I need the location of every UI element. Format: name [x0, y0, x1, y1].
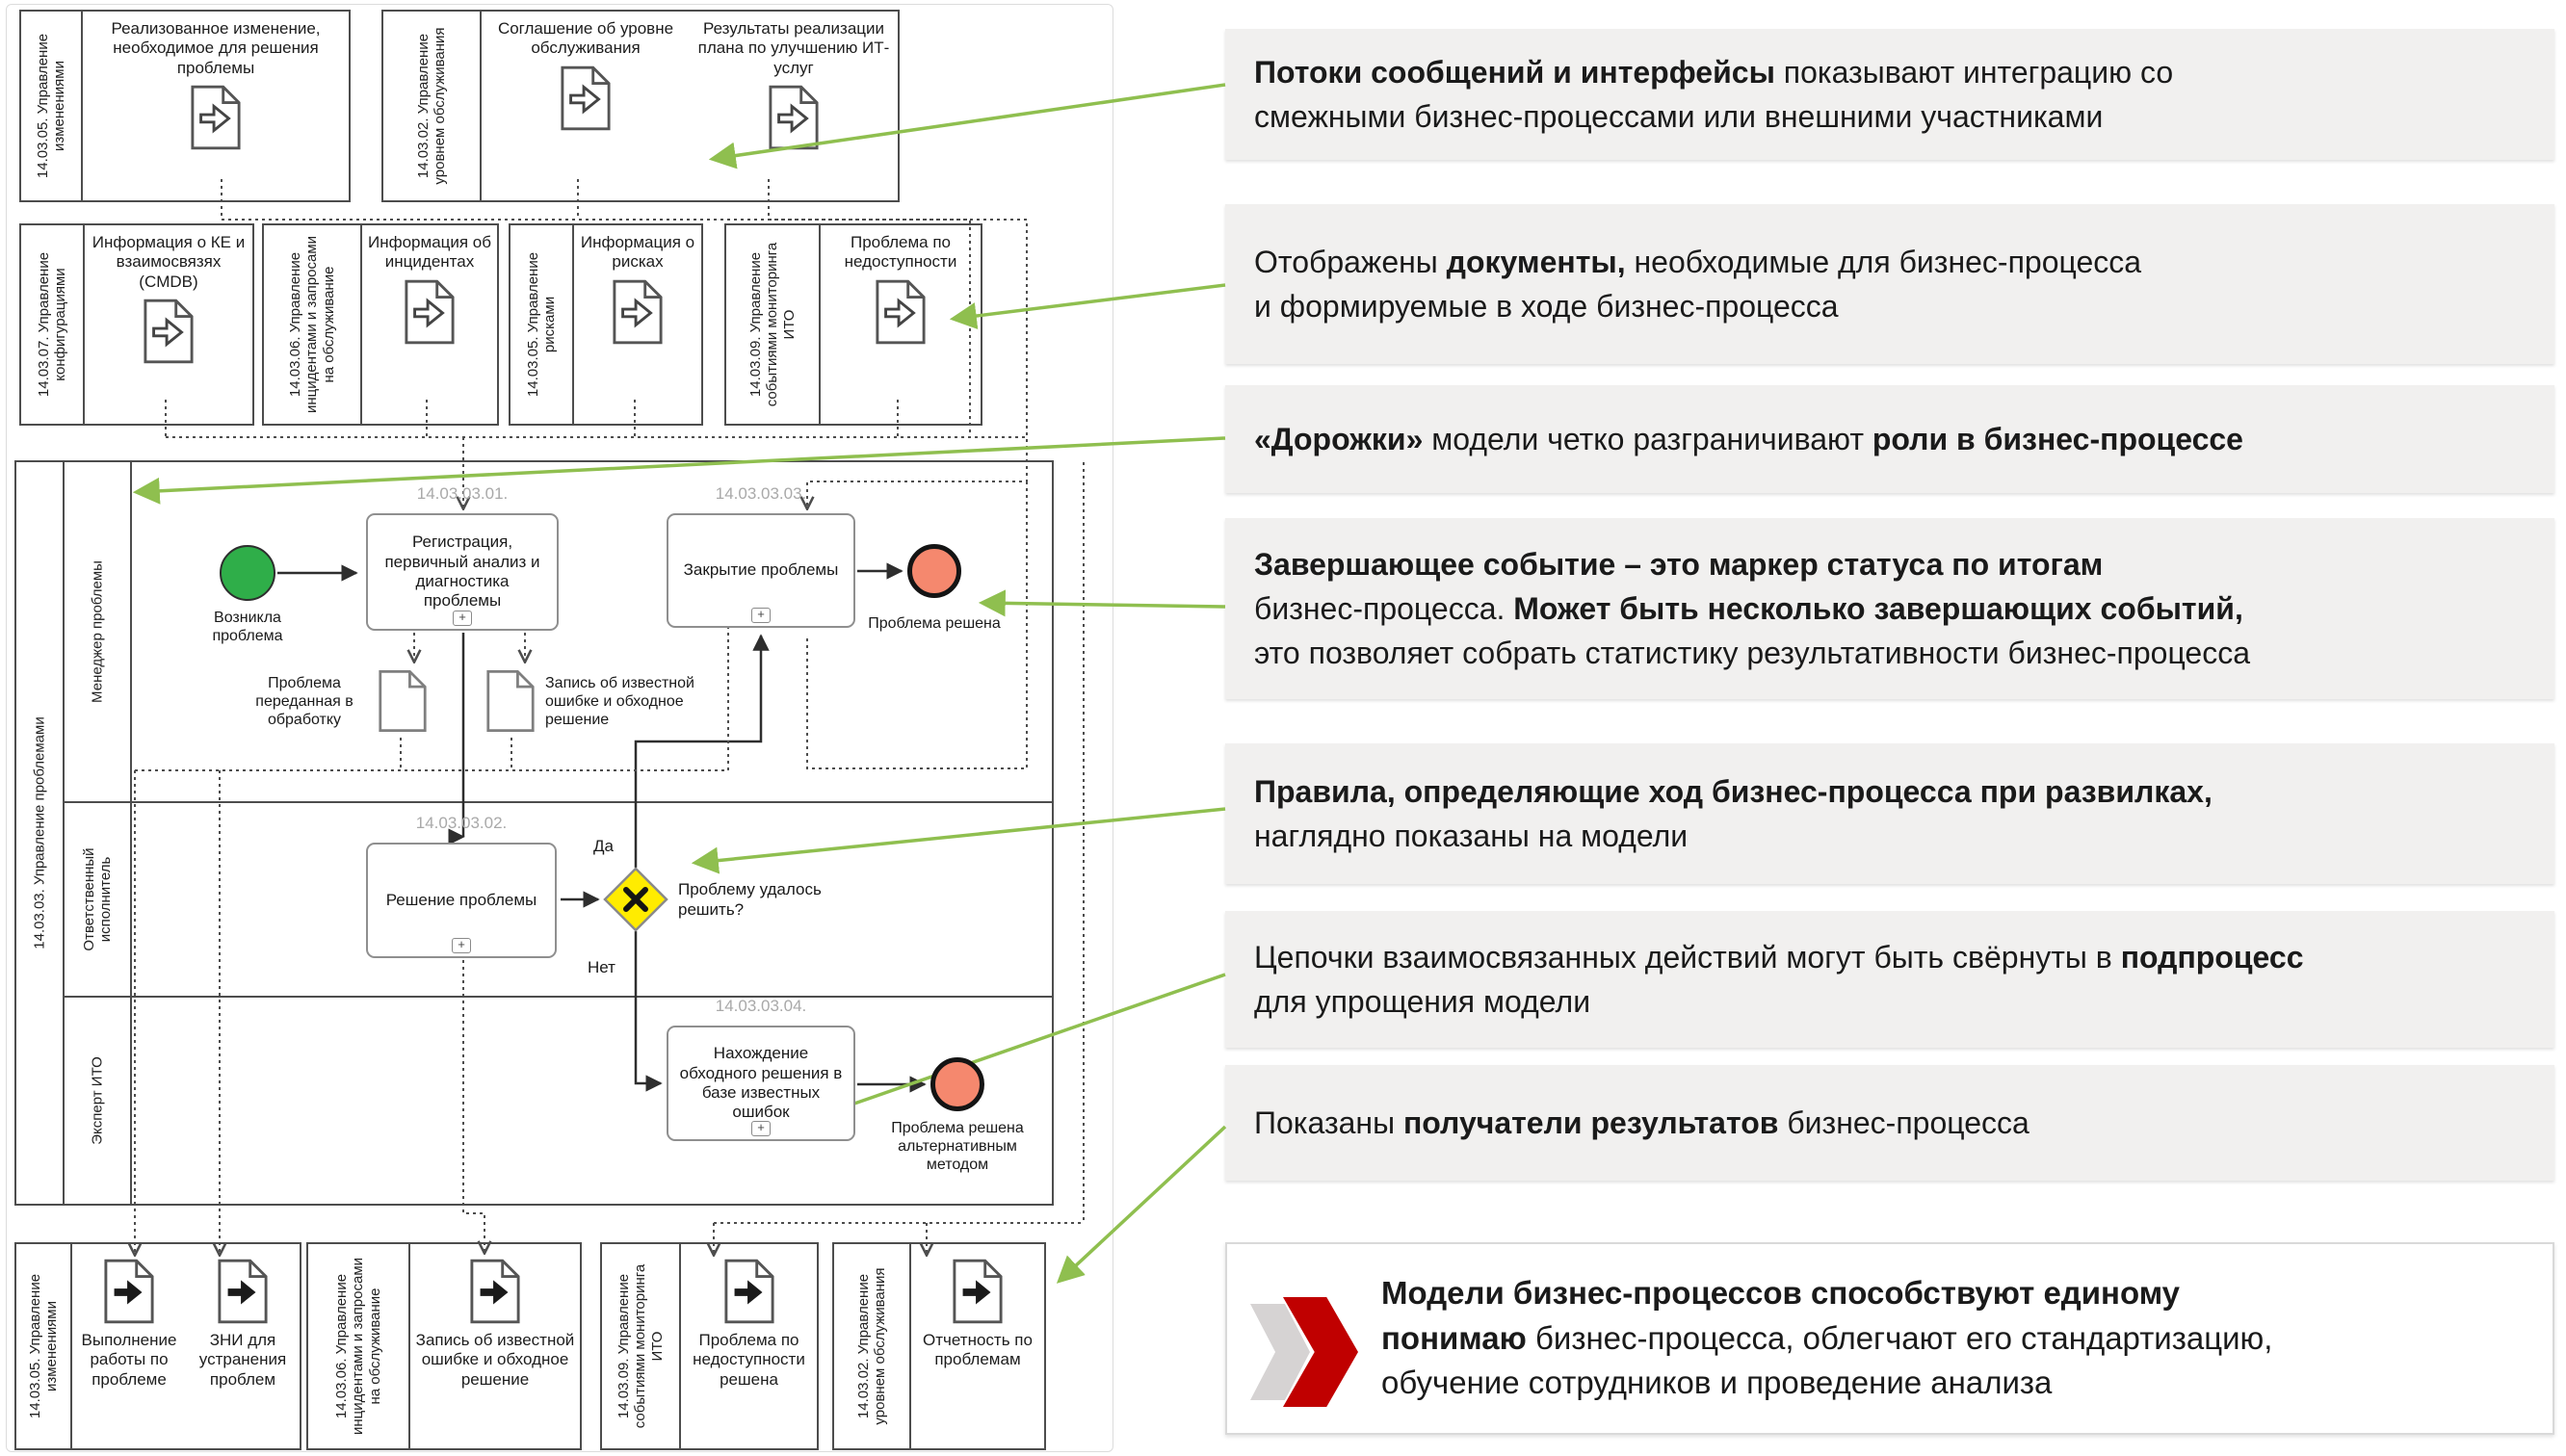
document-solid-arrow-icon	[723, 1258, 775, 1325]
end-event-alternative-solution	[930, 1057, 984, 1111]
department-label: 14.03.05. Управление изменениями	[26, 1273, 60, 1419]
task-solve-problem: Решение проблемы +	[366, 843, 557, 958]
end-event-label: Проблема решена альтернативным методом	[891, 1120, 1024, 1174]
department-label: 14.03.09. Управление событиями мониторинга ИТО	[615, 1263, 666, 1429]
pool-title: 14.03.03. Управление проблемами	[31, 716, 48, 949]
document	[72, 1244, 186, 1448]
exclusive-gateway-icon	[602, 866, 669, 933]
data-object-label: Проблема переданная в обработку	[255, 675, 353, 729]
document-label: Запись об известной ошибке и обходное решение	[415, 1331, 575, 1389]
document	[186, 1244, 300, 1448]
document-label: Проблема по недоступности решена	[693, 1331, 805, 1389]
department-strip	[264, 225, 362, 424]
callout-text: Потоки сообщений и интерфейсы показывают интеграцию со смежными бизнес-процессами или внешними участниками	[1254, 54, 2174, 134]
gateway-yes-label: Да	[593, 837, 614, 855]
lane-label: Менеджер проблемы	[89, 560, 106, 703]
start-event	[220, 545, 275, 601]
interface-box-config-mgmt	[19, 223, 254, 426]
department-label: 14.03.02. Управление уровнем обслуживания	[854, 1267, 888, 1425]
pool-title-strip	[16, 462, 65, 1204]
callout-result-recipients	[1225, 1065, 2554, 1181]
department-label: 14.03.05. Управление рисками	[524, 251, 558, 398]
document-label: Выполнение работы по проблеме	[81, 1331, 177, 1389]
department-strip	[726, 225, 821, 424]
document	[911, 1244, 1044, 1448]
callout-documents	[1225, 204, 2554, 364]
start-event-label: Возникла проблема	[212, 610, 283, 645]
department-strip	[383, 12, 482, 200]
document-outline-arrow-icon	[404, 278, 456, 346]
document-solid-arrow-icon	[103, 1258, 155, 1325]
department-strip	[308, 1244, 410, 1448]
document	[574, 225, 701, 424]
summary-box	[1225, 1242, 2554, 1435]
document-outline-arrow-icon	[768, 84, 820, 151]
callout-text: Цепочки взаимосвязанных действий могут быть свёрнуты в подпроцесс для упрощения модели	[1254, 939, 2304, 1019]
document	[821, 225, 981, 424]
lane-label: Эксперт ИТО	[89, 1056, 106, 1145]
document-label: Проблема по недоступности	[844, 233, 957, 272]
document-label: ЗНИ для устранения проблем	[198, 1331, 287, 1389]
task-number: 14.03.03.02.	[415, 814, 508, 832]
callout-message-flows	[1225, 29, 2554, 160]
department-strip	[21, 12, 83, 200]
document	[681, 1244, 817, 1448]
document	[362, 225, 497, 424]
task-number: 14.03.03.03.	[715, 484, 807, 503]
task-close-problem: Закрытие проблемы +	[667, 513, 855, 628]
document-outline-arrow-icon	[875, 278, 927, 346]
document-label: Информация о КЕ и взаимосвязях (CMDB)	[92, 233, 246, 291]
document-solid-arrow-icon	[469, 1258, 521, 1325]
document	[410, 1244, 580, 1448]
department-strip	[16, 1244, 72, 1448]
document-label: Соглашение об уровне обслуживания	[497, 19, 674, 58]
document-outline-arrow-icon	[143, 298, 195, 365]
data-object-icon	[485, 664, 536, 738]
document-outline-arrow-icon	[560, 65, 612, 132]
data-object-icon	[378, 664, 428, 738]
task-number: 14.03.03.01.	[416, 484, 509, 503]
lane-responsible-executor	[65, 803, 1052, 998]
callout-end-events	[1225, 518, 2554, 699]
department-label: 14.03.07. Управление конфигурациями	[35, 251, 68, 398]
document	[690, 12, 898, 200]
department-label: 14.03.06. Управление инцидентами и запросами на обслуживание	[333, 1257, 383, 1436]
document-outline-arrow-icon	[612, 278, 664, 346]
callout-text: Правила, определяющие ход бизнес-процесса при развилках, наглядно показаны на модели	[1254, 773, 2213, 853]
document-label: Реализованное изменение, необходимое для решения проблемы	[111, 19, 321, 77]
data-object-label: Запись об известной ошибке и обходное решение	[545, 675, 694, 729]
gateway-no-label: Нет	[588, 958, 615, 976]
department-label: 14.03.09. Управление событиями мониторинга ИТО	[747, 242, 798, 407]
department-strip	[834, 1244, 911, 1448]
callout-text: «Дорожки» модели четко разграничивают роли в бизнес-процессе	[1254, 421, 2243, 456]
document	[482, 12, 690, 200]
subprocess-marker-icon: +	[452, 938, 471, 953]
subprocess-marker-icon: +	[751, 608, 771, 623]
document-solid-arrow-icon	[952, 1258, 1004, 1325]
department-label: 14.03.02. Управление уровнем обслуживания	[414, 27, 448, 185]
interface-box-incident-mgmt-bottom	[306, 1242, 582, 1450]
end-event-problem-solved	[907, 544, 961, 598]
document-label: Информация о рисках	[580, 233, 695, 272]
document-solid-arrow-icon	[217, 1258, 269, 1325]
document	[85, 225, 252, 424]
department-label: 14.03.06. Управление инцидентами и запросами на обслуживание	[287, 235, 337, 414]
interface-box-event-monitoring-bottom	[600, 1242, 819, 1450]
department-strip	[21, 225, 85, 424]
callout-subprocess	[1225, 911, 2554, 1048]
callout-gateway-rules	[1225, 743, 2554, 884]
subprocess-marker-icon: +	[751, 1121, 771, 1136]
callout-text: Отображены документы, необходимые для бизнес-процесса и формируемые в ходе бизнес-процесса	[1254, 244, 2142, 324]
document-label: Отчетность по проблемам	[923, 1331, 1033, 1369]
lane-label: Ответственный исполнитель	[80, 847, 114, 951]
callout-text: Завершающее событие – это маркер статуса по итогам бизнес-процесса. Может быть несколько завершающих событий, это позволяет собрать статистику результативности бизнес-процесса	[1254, 546, 2250, 671]
task-registration-analysis: Регистрация, первичный анализ и диагностика проблемы +	[366, 513, 559, 631]
task-number: 14.03.03.04.	[715, 997, 807, 1015]
callout-text: Показаны получатели результатов бизнес-процесса	[1254, 1105, 2029, 1140]
summary-text: Модели бизнес-процессов способствуют единому понимаю бизнес-процесса, облегчают его стандартизацию, обучение сотрудников и проведение анализа	[1381, 1274, 2273, 1401]
interface-box-sla-bottom	[832, 1242, 1046, 1450]
department-strip	[511, 225, 574, 424]
interface-box-sla-top	[381, 10, 900, 202]
document-label: Результаты реализации плана по улучшению ИТ-услуг	[697, 19, 890, 77]
subprocess-marker-icon: +	[453, 611, 472, 626]
department-label: 14.03.05. Управление изменениями	[34, 33, 67, 179]
interface-box-event-monitoring	[724, 223, 982, 426]
end-event-label: Проблема решена	[868, 615, 1001, 632]
department-strip	[602, 1244, 681, 1448]
task-find-workaround: Нахождение обходного решения в базе известных ошибок +	[667, 1026, 855, 1141]
gateway-question: Проблему удалось решить?	[678, 880, 822, 920]
document	[83, 12, 349, 200]
interface-box-risk-mgmt	[509, 223, 703, 426]
interface-box-change-mgmt-top	[19, 10, 351, 202]
callout-swimlanes	[1225, 385, 2554, 493]
document-label: Информация об инцидентах	[368, 233, 491, 272]
interface-box-change-mgmt-bottom	[14, 1242, 301, 1450]
document-outline-arrow-icon	[190, 84, 242, 151]
interface-box-incident-mgmt	[262, 223, 499, 426]
